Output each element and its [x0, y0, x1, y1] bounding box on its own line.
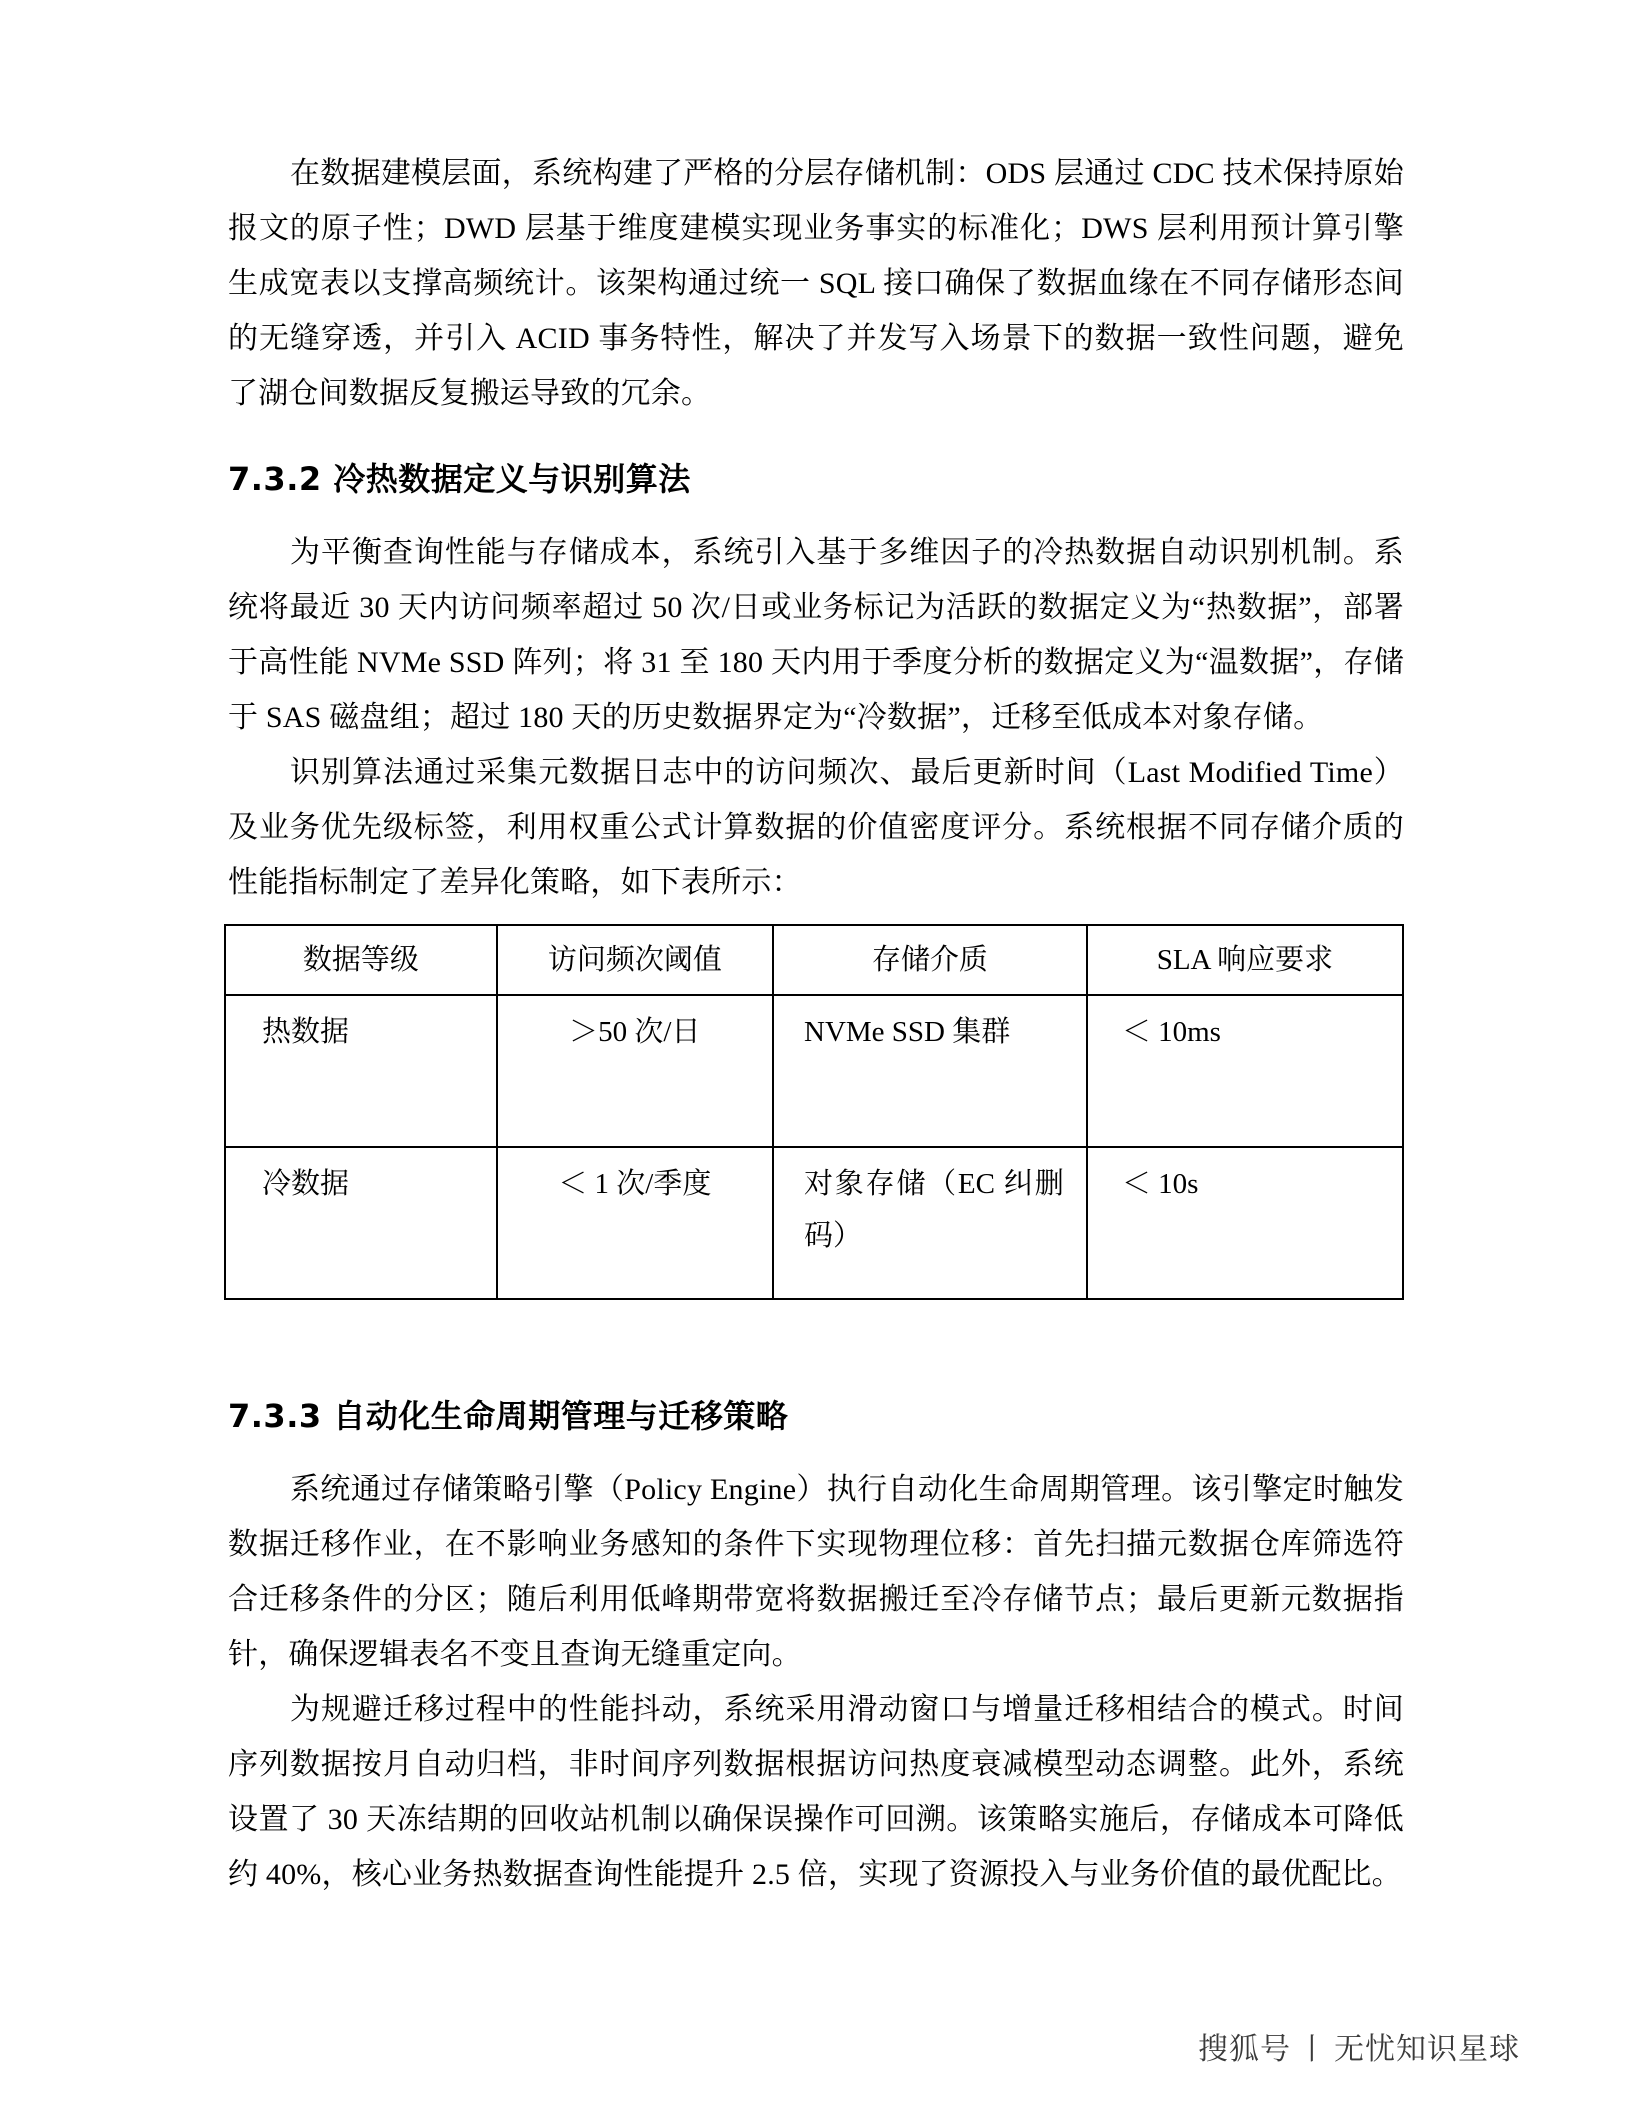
cell-level: 冷数据 — [225, 1147, 497, 1299]
heading-733-wrapper — [228, 1392, 1404, 1440]
cell-media: NVMe SSD 集群 — [773, 995, 1087, 1147]
table-row — [225, 995, 1403, 1147]
table-row — [225, 1147, 1403, 1299]
page-content — [228, 146, 1404, 1902]
table-header-level: 数据等级 — [225, 925, 497, 995]
table-header-media: 存储介质 — [773, 925, 1087, 995]
table-header-sla: SLA 响应要求 — [1087, 925, 1403, 995]
table-header-threshold: 访问频次阈值 — [497, 925, 773, 995]
paragraph-data-modeling: 在数据建模层面，系统构建了严格的分层存储机制：ODS 层通过 CDC 技术保持原始报文的原子性；DWD 层基于维度建模实现业务事实的标准化；DWS 层利用预计算引擎生成宽表以支撑高频统计。该架构通过统一 SQL 接口确保了数据血缘在不同存储形态间的无缝穿透，并引入 ACID 事务特性，解决了并发写入场景下的数据一致性问题，避免了湖仓间数据反复搬运导致的冗余。 — [228, 157, 1404, 410]
watermark-separator: 丨 — [1297, 2032, 1328, 2067]
cell-threshold: ＜ 1 次/季度 — [497, 1147, 773, 1299]
paragraph-sliding-window: 为规避迁移过程中的性能抖动，系统采用滑动窗口与增量迁移相结合的模式。时间序列数据按月自动归档，非时间序列数据根据访问热度衰减模型动态调整。此外，系统设置了 30 天冻结期的回收站机制以确保误操作可回溯。该策略实施后，存储成本可降低约 40%，核心业务热数据查询性能提升 2.5 倍，实现了资源投入与业务价值的最优配比。 — [228, 1693, 1404, 1891]
watermark-platform: 搜狐号 — [1198, 2032, 1291, 2067]
heading-732-wrapper — [228, 455, 1404, 503]
cell-sla: ＜ 10s — [1087, 1147, 1403, 1299]
paragraph-policy-engine: 系统通过存储策略引擎（Policy Engine）执行自动化生命周期管理。该引擎定时触发数据迁移作业，在不影响业务感知的条件下实现物理位移：首先扫描元数据仓库筛选符合迁移条件的分区；随后利用低峰期带宽将数据搬迁至冷存储节点；最后更新元数据指针，确保逻辑表名不变且查询无缝重定向。 — [228, 1473, 1404, 1671]
table-bottom-spacer — [228, 1300, 1404, 1358]
cell-level: 热数据 — [225, 995, 497, 1147]
footer-watermark — [1198, 2024, 1520, 2068]
paragraph-recognition-algorithm: 识别算法通过采集元数据日志中的访问频次、最后更新时间（Last Modified Time）及业务优先级标签，利用权重公式计算数据的价值密度评分。系统根据不同存储介质的性能指标制定了差异化策略，如下表所示： — [228, 756, 1404, 899]
paragraph-hot-cold-definition: 为平衡查询性能与存储成本，系统引入基于多维因子的冷热数据自动识别机制。系统将最近 30 天内访问频率超过 50 次/日或业务标记为活跃的数据定义为“热数据”，部署于高性能 NVMe SSD 阵列；将 31 至 180 天内用于季度分析的数据定义为“温数据”，存储于 SAS 磁盘组；超过 180 天的历史数据界定为“冷数据”，迁移至低成本对象存储。 — [228, 536, 1404, 734]
section-heading-7-3-2: 7.3.2 冷热数据定义与识别算法 — [228, 460, 691, 498]
cell-media: 对象存储（EC 纠删码） — [773, 1147, 1087, 1299]
section-heading-7-3-3: 7.3.3 自动化生命周期管理与迁移策略 — [228, 1397, 789, 1435]
table-header-row — [225, 925, 1403, 995]
cell-sla: ＜ 10ms — [1087, 995, 1403, 1147]
cell-threshold: ＞50 次/日 — [497, 995, 773, 1147]
storage-policy-table — [224, 924, 1404, 1300]
watermark-account: 无忧知识星球 — [1334, 2032, 1520, 2067]
